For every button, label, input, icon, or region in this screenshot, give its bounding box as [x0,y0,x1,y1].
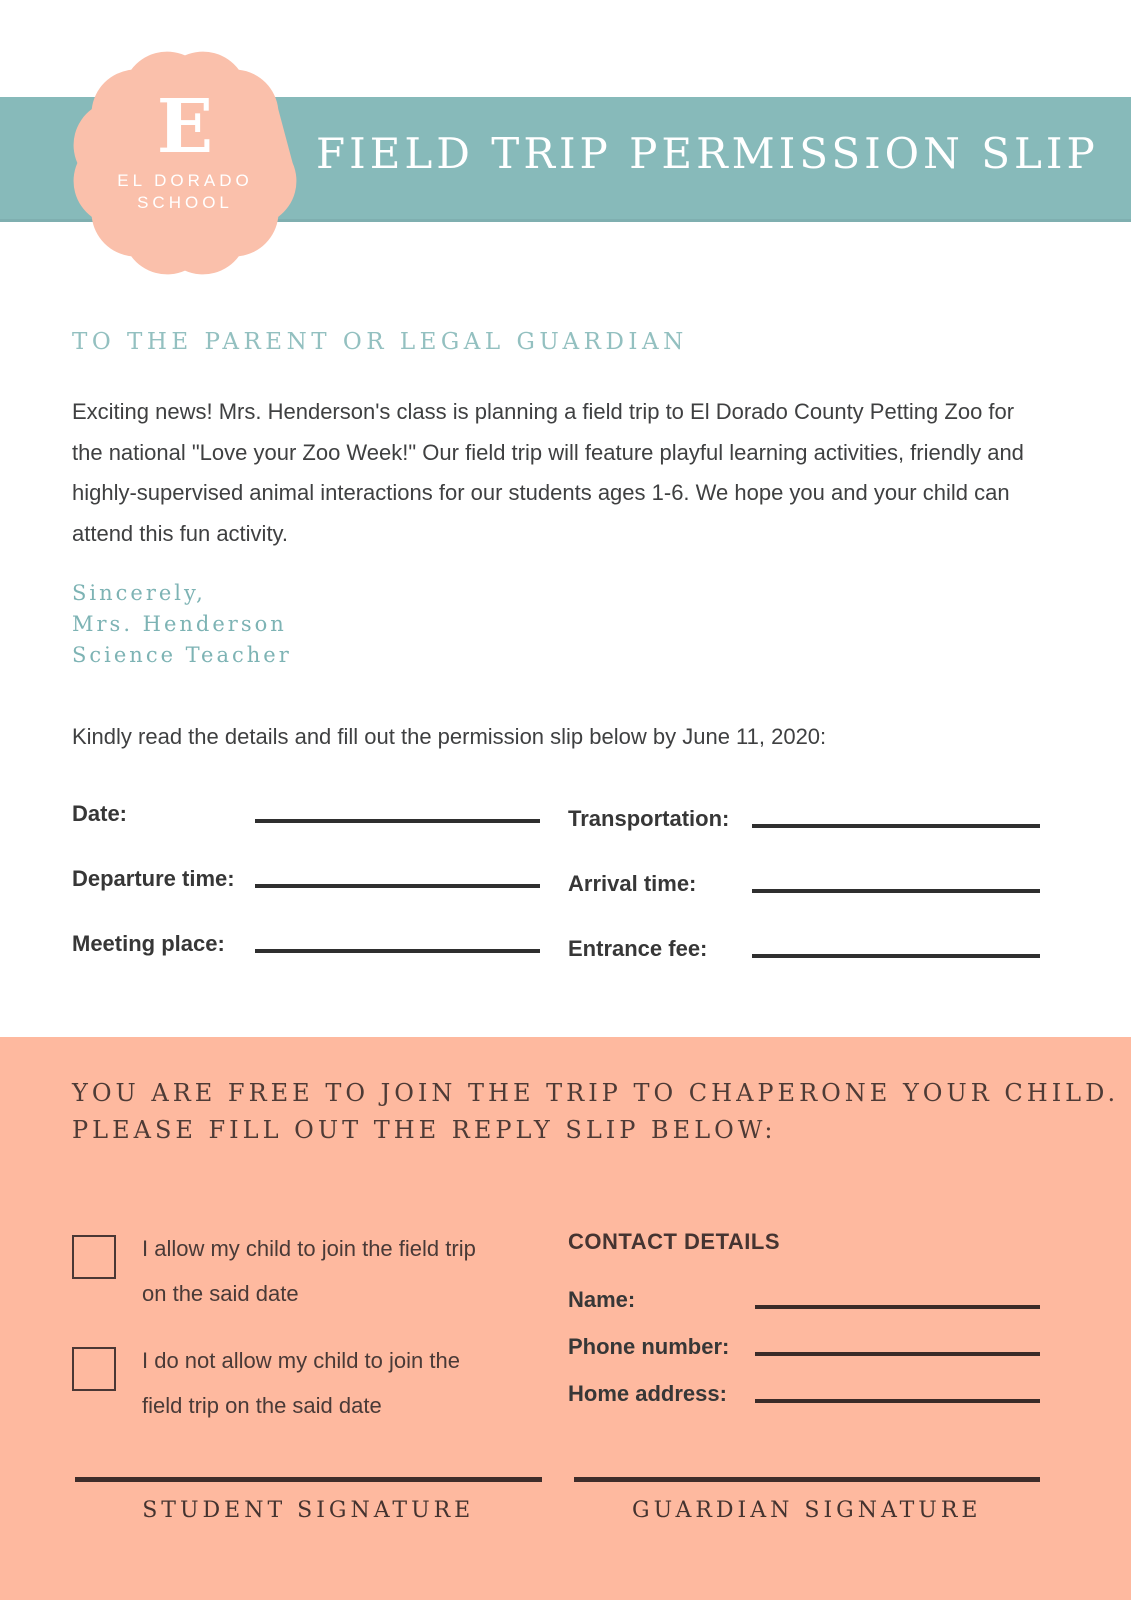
meeting-place-field-row [72,925,540,957]
school-initial: E [156,84,214,170]
school-logo-text [68,46,302,280]
not-allow-checkbox[interactable] [72,1347,116,1391]
guardian-signature-label: GUARDIAN SIGNATURE [632,1498,982,1523]
arrival-time-input-line[interactable] [752,889,1040,893]
date-label: Date: [72,801,128,826]
student-signature-block [75,1477,542,1523]
letter-body: Exciting news! Mrs. Henderson's class is planning a field trip to El Dorado County Petting Zoo for the national "Love your Zoo Week!" Our field trip will feature playful learning activities, friendly and highly-supervised animal interactions for our students ages 1-6. We hope you and your child can attend this fun activity. [72,399,1024,546]
meeting-place-input-line[interactable] [255,949,540,953]
guardian-signature-block [574,1477,1041,1523]
allow-checkbox[interactable] [72,1235,116,1279]
home-address-input-line[interactable] [755,1399,1040,1403]
date-field-row [72,795,540,827]
reply-slip-panel [0,1037,1131,1600]
reply-heading-line2: PLEASE FILL OUT THE REPLY SLIP BELOW: [72,1116,777,1144]
name-input-line[interactable] [755,1305,1040,1309]
reply-heading-line1: YOU ARE FREE TO JOIN THE TRIP TO CHAPERONE YOUR CHILD. [72,1079,1120,1107]
home-address-field-row [568,1379,1040,1407]
name-label: Name: [568,1287,636,1312]
salutation-heading: TO THE PARENT OR LEGAL GUARDIAN [72,329,688,355]
school-logo-badge [68,46,302,280]
signature-section [75,1477,1040,1523]
departure-time-label: Departure time: [72,866,235,891]
transportation-field-row [568,800,1040,832]
letter-closing [72,578,292,671]
page-title: FIELD TRIP PERMISSION SLIP [316,129,1099,178]
phone-number-label: Phone number: [568,1334,730,1359]
transportation-input-line[interactable] [752,824,1040,828]
reply-slip-heading [72,1075,1119,1149]
student-signature-label: STUDENT SIGNATURE [142,1498,475,1523]
closing-teacher-name: Mrs. Henderson [72,612,287,636]
departure-time-input-line[interactable] [255,884,540,888]
entrance-fee-label: Entrance fee: [568,936,708,961]
trip-details-right-column [568,800,1040,995]
not-allow-option-label: I do not allow my child to join the field trip on the said date [142,1348,460,1418]
entrance-fee-input-line[interactable] [752,954,1040,958]
school-name-line2: SCHOOL [137,193,233,212]
student-signature-line[interactable] [75,1477,542,1482]
name-field-row [568,1285,1040,1313]
trip-details-left-column [72,795,540,990]
allow-option-label: I allow my child to join the field trip on the said date [142,1236,476,1306]
date-input-line[interactable] [255,819,540,823]
guardian-signature-line[interactable] [574,1477,1041,1482]
meeting-place-label: Meeting place: [72,931,225,956]
instruction-text: Kindly read the details and fill out the permission slip below by June 11, 2020: [72,724,827,749]
home-address-label: Home address: [568,1381,727,1406]
phone-number-input-line[interactable] [755,1352,1040,1356]
transportation-label: Transportation: [568,806,730,831]
phone-number-field-row [568,1332,1040,1360]
closing-teacher-title: Science Teacher [72,643,292,667]
closing-sincerely: Sincerely, [72,581,206,605]
arrival-time-field-row [568,865,1040,897]
school-name-line1: EL DORADO [117,171,253,190]
departure-time-field-row [72,860,540,892]
allow-option-row [72,1226,490,1316]
contact-details-heading: CONTACT DETAILS [568,1229,780,1254]
contact-details-section [568,1229,1040,1426]
entrance-fee-field-row [568,930,1040,962]
arrival-time-label: Arrival time: [568,871,697,896]
consent-options [72,1226,490,1428]
not-allow-option-row [72,1338,490,1428]
